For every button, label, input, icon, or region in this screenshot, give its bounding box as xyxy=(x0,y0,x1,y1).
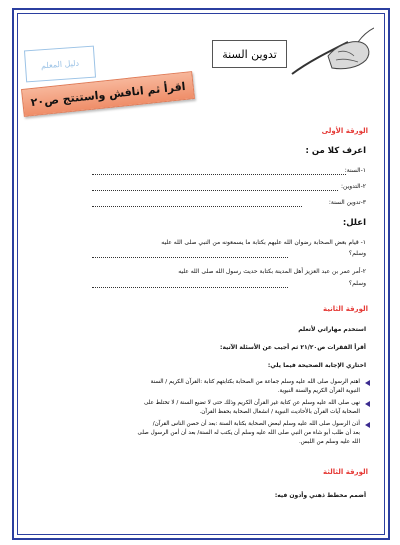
define-heading: اعرف كلا من : xyxy=(305,146,366,156)
reason-item-1-cont: وسلم؟ xyxy=(348,250,366,257)
choice-list xyxy=(60,378,370,447)
answer-line xyxy=(92,190,338,191)
bullet-arrow-icon xyxy=(365,380,370,386)
list-item: اهتم الرسول صلى الله عليه وسلم جماعة من الصحابة بكتابتهم كتابة :القرآن الكريم / السنة النبوية القرآن الكريم والسنة النبوية. xyxy=(60,378,370,396)
list-item: أذن الرسول صلى الله عليه وسلم لبعض الصحابة بكتابة السنة :بعد أن حصن الناس القرآن/ بعد أن طلب أبو شاة من النبي صلى الله عليه وسلم أن يكتب له السنة/ بعد أن أمن الرسول صلى الله عليه وسلم من اللبس. xyxy=(60,420,370,447)
activity-banner: اقرأ ثم انافش واستنتج ص٢٠ xyxy=(21,71,195,117)
answer-line xyxy=(92,174,346,175)
define-item-3: ٣-تدوين السنة: xyxy=(328,199,366,206)
define-item-2: ٢-التدوين: xyxy=(340,183,366,190)
choose-instruction: اختاري الإجابة الصحيحة فيما يلي: xyxy=(267,362,366,369)
section-label-2: الورقة الثانية xyxy=(323,305,368,313)
answer-line xyxy=(92,287,288,288)
define-item-1: ١-السنة: xyxy=(344,167,366,174)
reason-item-1: ١- قيام بعض الصحابة رضوان الله عليهم بكتابة ما يسمعونه من النبي صلى الله عليه xyxy=(161,239,366,246)
reason-item-2-cont: وسلم؟ xyxy=(348,280,366,287)
answer-line xyxy=(92,257,288,258)
list-item: نهى صلى الله عليه وسلم عن كتابة غير القرآن الكريم وذلك حتى لا تضيع السنة / لا تختلط على الصحابة آيات القرآن بالأحاديث النبوية / انشغال الصحابة بحفظ القرآن. xyxy=(60,399,370,417)
read-instruction: أقرأ الفقرات ص٢١/٢٠ ثم أجيب عن الأسئلة الآتية: xyxy=(220,344,366,351)
section-label-1: الورقة الأولى xyxy=(321,127,368,135)
section-label-3: الورقة الثالثة xyxy=(323,468,368,476)
bullet-arrow-icon xyxy=(365,401,370,407)
reason-item-2: ٢-أمر عمر بن عبد العزيز أهل المدينة بكتابة حديث رسول الله صلى الله عليه xyxy=(178,268,366,275)
stamp-logo: دليل المعلم xyxy=(24,46,96,83)
skills-line: استخدم مهاراتي لأتعلم xyxy=(298,326,366,333)
bullet-arrow-icon xyxy=(365,422,370,428)
reason-heading: اعلل: xyxy=(342,218,366,228)
page-title: تدوين السنة xyxy=(212,40,287,68)
writing-hand-icon xyxy=(288,22,374,78)
answer-line xyxy=(92,206,302,207)
mindmap-instruction: أضمم مخطط ذهني وأدون فيه: xyxy=(274,492,366,499)
